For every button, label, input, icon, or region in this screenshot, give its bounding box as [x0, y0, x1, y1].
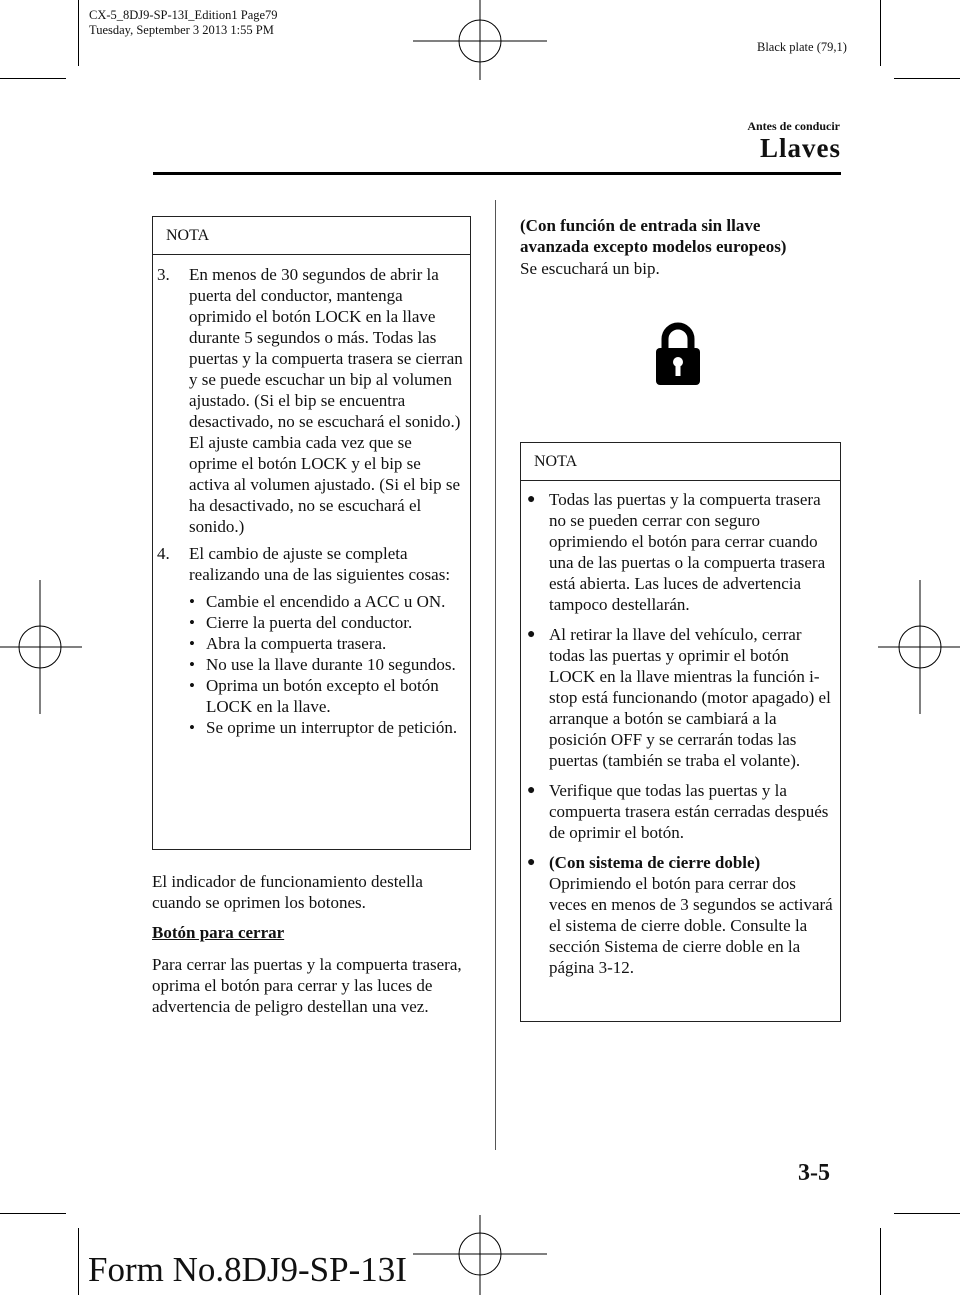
note-title: NOTA [153, 217, 470, 255]
section-title: Llaves [759, 133, 841, 163]
crop-mark [0, 78, 66, 79]
bullet-item: ● (Con sistema de cierre doble) Oprimiendo el botón para cerrar dos veces en menos de 3 segundos se activará el sistema de cierre doble. Consulte la sección Sistema de cierre doble en la página 3-12. [527, 853, 833, 977]
note-title: NOTA [521, 443, 840, 481]
bullet: • [189, 655, 195, 674]
lock-icon [654, 322, 702, 386]
bullet-bold-label: (Con sistema de cierre doble) [549, 853, 761, 872]
list-item [157, 543, 464, 585]
indicator-paragraph: El indicador de funcionamiento destella cuando se oprimen los botones. [152, 872, 423, 912]
bullet: ● [527, 627, 536, 642]
crop-mark [78, 1228, 79, 1295]
note-box-left [152, 216, 471, 850]
registration-target-left [0, 580, 82, 714]
sub-list-item: • No use la llave durante 10 segundos. [189, 655, 456, 674]
bullet: • [189, 676, 195, 695]
lock-button-paragraph: Para cerrar las puertas y la compuerta trasera, oprima el botón para cerrar y las luces de advertencia de peligro destellan una vez. [152, 955, 462, 1016]
bullet: • [189, 592, 195, 611]
date-line: Tuesday, September 3 2013 1:55 PM [89, 23, 274, 37]
sub-list-item: • Se oprime un interruptor de petición. [189, 718, 458, 737]
doc-id: CX-5_8DJ9-SP-13I_Edition1 Page79 [89, 8, 278, 22]
bullet-item: ● Todas las puertas y la compuerta trasera no se pueden cerrar con seguro oprimiendo el botón para cerrar cuando una de las puertas o la compuerta trasera está abierta. Las luces de advertencia tampoco destellarán. [527, 490, 826, 614]
bullet: ● [527, 783, 536, 798]
bullet-item: ● Al retirar la llave del vehículo, cerrar todas las puertas y oprimir el botón LOCK en la llave mientras la función i-stop está funcionando (motor apagado) el arranque a botón se cambiará a la posición OFF y se cerrarán todas las puertas (también se traba el volante). [527, 625, 831, 770]
bullet: • [189, 613, 195, 632]
sub-list-item: • Oprima un botón excepto el botón LOCK en la llave. [189, 676, 439, 716]
header-rule [153, 172, 841, 175]
crop-mark [894, 78, 960, 79]
column-divider [495, 200, 496, 1150]
crop-mark [894, 1213, 960, 1214]
crop-mark [880, 0, 881, 66]
plate-label: Black plate (79,1) [757, 40, 847, 54]
crop-mark [0, 1213, 66, 1214]
registration-target-top [413, 0, 547, 80]
section-subtitle: Antes de conducir [747, 119, 840, 133]
item-text: El cambio de ajuste se completa realizando una de las siguientes cosas: [189, 544, 451, 584]
note-body [521, 481, 840, 978]
sub-list-item: • Cierre la puerta del conductor. [189, 613, 413, 632]
list-item [157, 264, 464, 537]
bullet: ● [527, 855, 536, 870]
keyless-heading: (Con función de entrada sin llave avanzada excepto modelos europeos) [520, 216, 787, 256]
bullet-item: ● Verifique que todas las puertas y la compuerta trasera están cerradas después de oprimir el botón. [527, 781, 829, 842]
item-number: 4. [157, 544, 170, 563]
bullet: ● [527, 492, 536, 507]
crop-mark [78, 0, 79, 66]
item-number: 3. [157, 265, 170, 284]
bullet: • [189, 634, 195, 653]
sub-list-item: • Cambie el encendido a ACC u ON. [189, 592, 446, 611]
beep-paragraph: Se escuchará un bip. [520, 259, 660, 278]
form-number: Form No.8DJ9-SP-13I [88, 1250, 407, 1289]
item-text: En menos de 30 segundos de abrir la puerta del conductor, mantenga oprimido el botón LOCK en la llave durante 5 segundos o más. Todas las puertas y la compuerta trasera se cierran y se puede escuchar un bip al volumen ajustado. (Si el bip se encuentra desactivado, no se escuchará el sonido.) El ajuste cambia cada vez que se oprime el botón LOCK y el bip se activa al volumen ajustado. (Si el bip se ha desactivado, no se escuchará el sonido.) [189, 265, 463, 536]
registration-target-right [878, 580, 960, 714]
registration-target-bottom [413, 1215, 547, 1295]
bullet: • [189, 718, 195, 737]
lock-button-heading: Botón para cerrar [152, 923, 285, 942]
sub-list-item: • Abra la compuerta trasera. [189, 634, 387, 653]
page-number: 3-5 [798, 1160, 830, 1186]
note-box-right [520, 442, 841, 1022]
note-body [153, 255, 470, 738]
crop-mark [880, 1228, 881, 1295]
